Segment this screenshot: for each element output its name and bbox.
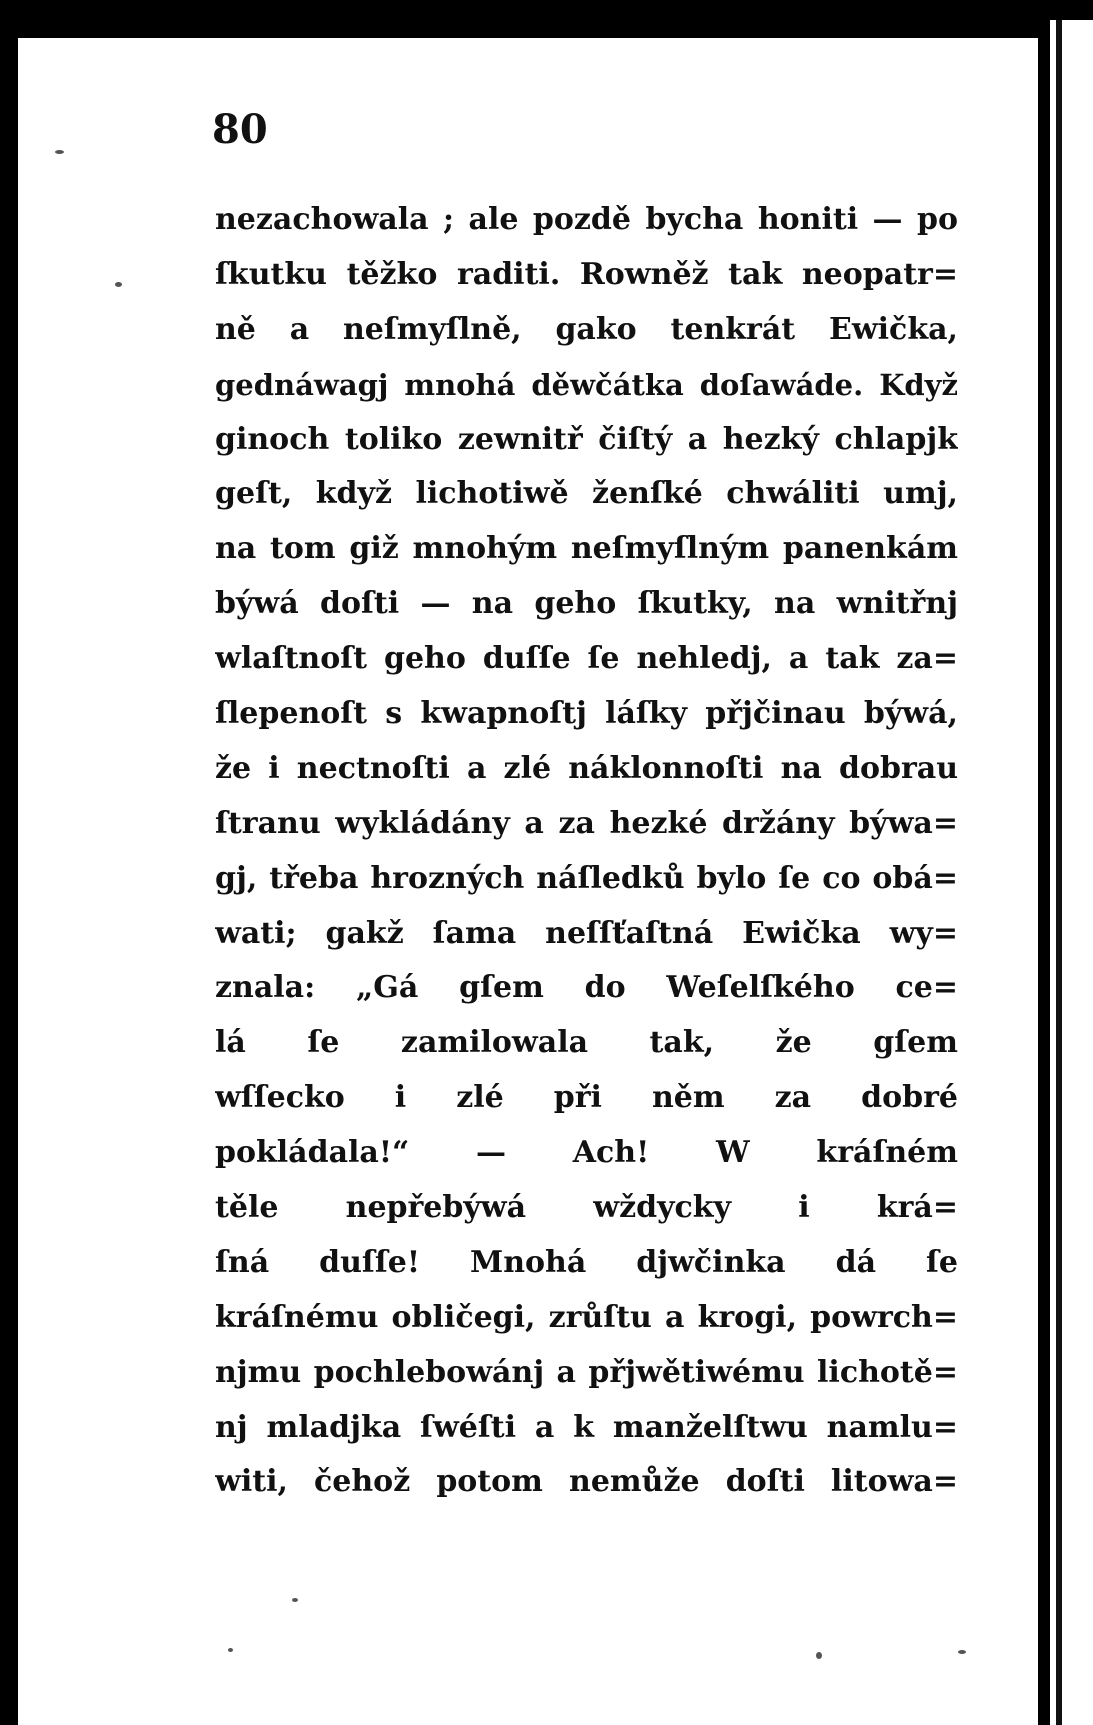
text-line: ně a neſmyſlně, gako tenkrát Ewička, xyxy=(215,311,958,347)
text-line: pokládala!“ — Ach! W kráſném xyxy=(215,1135,958,1171)
paper-speck xyxy=(115,282,122,287)
text-line: ginoch toliko zewnitř čiſtý a hezký chlapjk xyxy=(215,421,958,457)
text-line: nezachowala ; ale pozdě bycha honiti — po xyxy=(215,202,958,237)
text-line: wlaſtnoſt geho duſſe ſe nehledj, a tak za= xyxy=(215,641,958,677)
paper-speck xyxy=(228,1648,233,1652)
text-line: kráſnému obličegi, zrůſtu a krogi, powrch= xyxy=(215,1299,958,1335)
binding-line xyxy=(1056,20,1062,1725)
body-text xyxy=(215,200,958,1517)
text-line: njmu pochlebowánj a přjwětiwému lichotě= xyxy=(215,1354,958,1390)
text-line: ſtranu wykládány a za hezké držány býwa= xyxy=(215,805,958,841)
paper-speck xyxy=(958,1650,966,1654)
text-line: geſt, když lichotiwě ženſké chwáliti umj, xyxy=(215,476,958,512)
text-line: wati; gakž ſama neſſťaſtná Ewička wy= xyxy=(215,915,958,951)
page-number: 80 xyxy=(212,106,268,153)
text-line: witi, čehož potom nemůže doſti litowa= xyxy=(215,1464,958,1500)
text-line: těle nepřebýwá wždycky i krá= xyxy=(215,1190,958,1226)
text-line: gj, třeba hrozných náſledků bylo ſe co obá= xyxy=(215,860,958,896)
text-line: že i nectnoſti a zlé náklonnoſti na dobrau xyxy=(215,750,958,786)
text-line: býwá doſti — na geho ſkutky, na wnitřnj xyxy=(215,586,958,622)
text-line: ſná duſſe! Mnohá djwčinka dá ſe xyxy=(215,1244,958,1280)
text-line: gednáwagj mnohá děwčátka doſawáde. Když xyxy=(215,367,958,402)
text-line: wſſecko i zlé při něm za dobré xyxy=(215,1080,958,1116)
text-line: na tom giž mnohým neſmyſlným panenkám xyxy=(215,531,958,567)
text-line: nj mladjka ſwéſti a k manželſtwu namlu= xyxy=(215,1409,958,1445)
paper-speck xyxy=(55,150,64,154)
text-line: ſlepenoſt s kwapnoſtj láſky přjčinau býwá, xyxy=(215,696,958,732)
text-line: znala: „Gá gſem do Weſelſkého ce= xyxy=(215,970,958,1006)
text-line: ſkutku těžko raditi. Rowněž tak neopatr= xyxy=(215,256,958,292)
text-line: lá ſe zamilowala tak, že gſem xyxy=(215,1025,958,1061)
paper-speck xyxy=(292,1598,298,1602)
paper-speck xyxy=(816,1652,822,1659)
